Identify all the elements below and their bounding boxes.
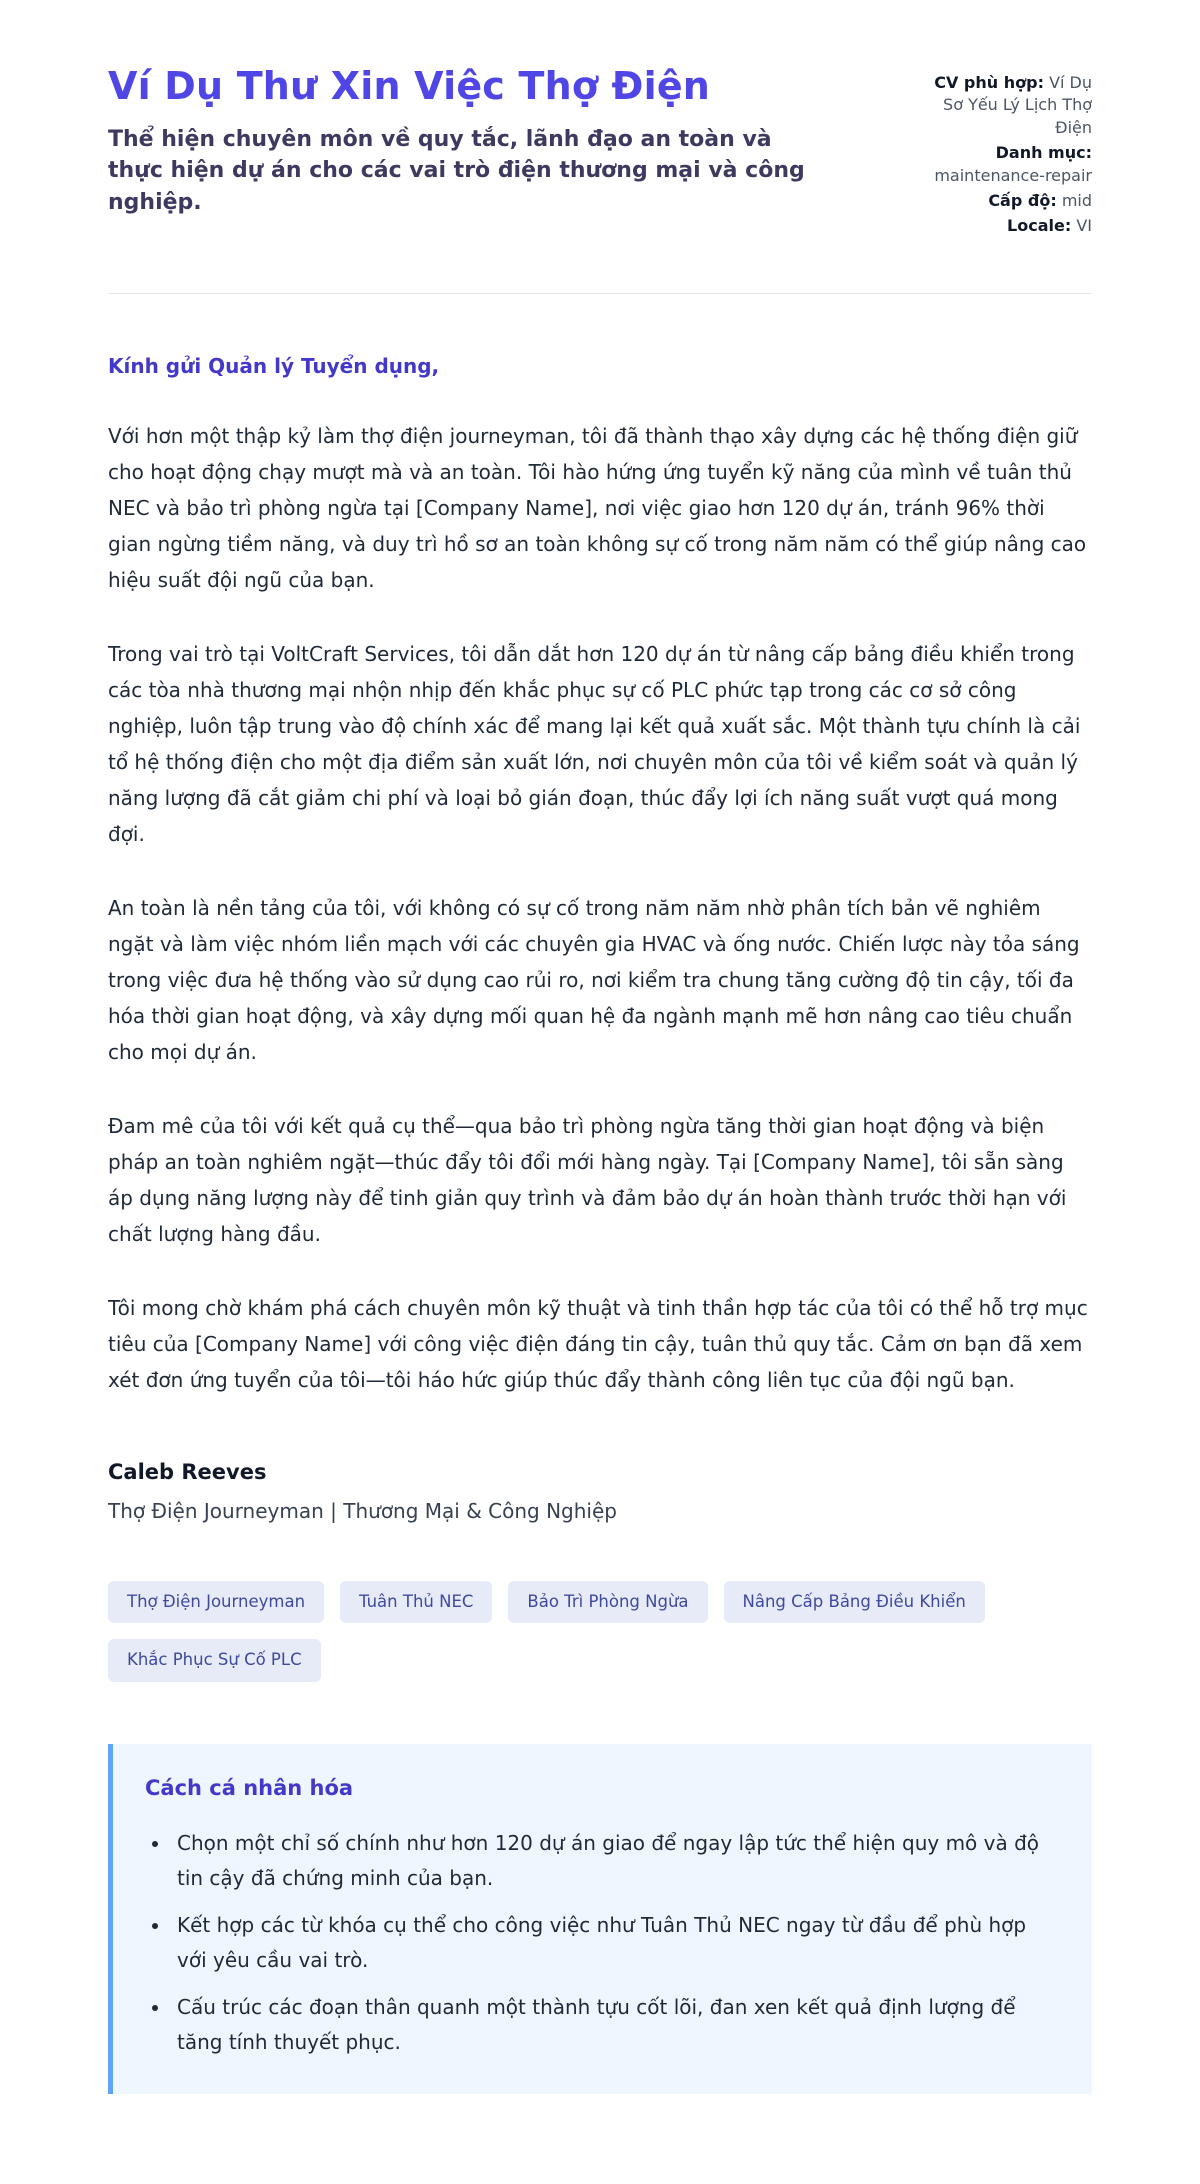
letter-paragraph: Trong vai trò tại VoltCraft Services, tôi dẫn dắt hơn 120 dự án từ nâng cấp bảng điều khiển trong các tòa nhà thương mại nhộn nhịp đến khắc phục sự cố PLC phức tạp trong các cơ sở công nghiệp, luôn tập trung vào độ chính xác để mang lại kết quả xuất sắc. Một thành tựu chính là cải tổ hệ thống điện cho một địa điểm sản xuất lớn, nơi chuyên môn của tôi về kiểm soát và quản lý năng lượng đã cắt giảm chi phí và loại bỏ gián đoạn, thúc đẩy lợi ích năng suất vượt quá mong đợi. — [108, 641, 1081, 846]
callout-tip: • Kết hợp các từ khóa cụ thể cho công việc như Tuân Thủ NEC ngay từ đầu để phù hợp với yêu cầu vai trò. — [171, 1908, 1056, 1978]
letter-paragraph: Với hơn một thập kỷ làm thợ điện journeyman, tôi đã thành thạo xây dựng các hệ thống điện giữ cho hoạt động chạy mượt mà và an toàn. Tôi hào hứng ứng tuyển kỹ năng của mình về tuân thủ NEC và bảo trì phòng ngừa tại [Company Name], nơi việc giao hơn 120 dự án, tránh 96% thời gian ngừng tiềm năng, và duy trì hồ sơ an toàn không sự cố trong năm năm có thể giúp nâng cao hiệu suất đội ngũ của bạn. — [108, 423, 1087, 592]
letter-paragraph: Tôi mong chờ khám phá cách chuyên môn kỹ thuật và tinh thần hợp tác của tôi có thể hỗ trợ mục tiêu của [Company Name] với công việc điện đáng tin cậy, tuân thủ quy tắc. Cảm ơn bạn đã xem xét đơn ứng tuyển của tôi—tôi háo hức giúp thúc đẩy thành công liên tục của đội ngũ bạn. — [108, 1295, 1088, 1392]
meta-label: Locale: — [1007, 216, 1072, 236]
tag-chip: Nâng Cấp Bảng Điều Khiển — [724, 1581, 985, 1624]
letter-paragraph: An toàn là nền tảng của tôi, với không có sự cố trong năm năm nhờ phân tích bản vẽ nghiêm ngặt và làm việc nhóm liền mạch với các chuyên gia HVAC và ống nước. Chiến lược này tỏa sáng trong việc đưa hệ thống vào sử dụng cao rủi ro, nơi kiểm tra chung tăng cường độ tin cậy, tối đa hóa thời gian hoạt động, và xây dựng mối quan hệ đa ngành mạnh mẽ hơn nâng cao tiêu chuẩn cho mọi dự án. — [108, 895, 1080, 1064]
signature-title: Thợ Điện Journeyman | Thương Mại & Công Nghiệp — [108, 1498, 617, 1523]
signature-name: Caleb Reeves — [108, 1459, 267, 1484]
cover-letter-body — [108, 354, 1092, 1523]
meta-value: mid — [1061, 190, 1092, 210]
callout-tip: • Chọn một chỉ số chính như hơn 120 dự án giao để ngay lập tức thể hiện quy mô và độ tin cậy đã chứng minh của bạn. — [171, 1826, 1056, 1896]
tag-chip: Thợ Điện Journeyman — [108, 1581, 324, 1624]
callout-title: Cách cá nhân hóa — [145, 1775, 354, 1800]
meta-panel — [914, 64, 1092, 241]
keyword-tags — [108, 1581, 1092, 1682]
meta-row-locale — [914, 215, 1092, 237]
tag-chip: Bảo Trì Phòng Ngừa — [508, 1581, 707, 1624]
tag-chip: Tuân Thủ NEC — [340, 1581, 492, 1624]
content-container — [108, 0, 1092, 2184]
meta-row-category — [914, 142, 1092, 187]
header-divider — [108, 293, 1092, 294]
signature-block — [108, 1460, 1092, 1523]
header — [108, 64, 1092, 241]
page-subtitle: Thể hiện chuyên môn về quy tắc, lãnh đạo an toàn và thực hiện dự án cho các vai trò điện thương mại và công nghiệp. — [108, 126, 805, 216]
meta-value: Ví Dụ Sơ Yếu Lý Lịch Thợ Điện — [943, 73, 1092, 137]
meta-label: CV phù hợp: — [934, 73, 1044, 92]
meta-label: Danh mục: — [995, 143, 1092, 163]
callout-tip: • Cấu trúc các đoạn thân quanh một thành tựu cốt lõi, đan xen kết quả định lượng để tăng tính thuyết phục. — [171, 1990, 1056, 2060]
meta-label: Cấp độ: — [988, 190, 1057, 210]
tag-chip: Khắc Phục Sự Cố PLC — [108, 1639, 321, 1682]
meta-row-level — [914, 190, 1092, 212]
meta-row-matching-resume — [914, 72, 1092, 139]
header-text-block — [108, 64, 813, 241]
meta-value: VI — [1076, 216, 1092, 236]
personalization-callout — [108, 1744, 1092, 2094]
letter-paragraph: Đam mê của tôi với kết quả cụ thể—qua bảo trì phòng ngừa tăng thời gian hoạt động và biện pháp an toàn nghiêm ngặt—thúc đẩy tôi đổi mới hàng ngày. Tại [Company Name], tôi sẵn sàng áp dụng năng lượng này để tinh giản quy trình và đảm bảo dự án hoàn thành trước thời hạn với chất lượng hàng đầu. — [108, 1113, 1067, 1246]
callout-tip-list — [145, 1826, 1056, 2060]
page-title: Ví Dụ Thư Xin Việc Thợ Điện — [108, 64, 711, 108]
meta-value: maintenance-repair — [934, 165, 1092, 185]
letter-greeting: Kính gửi Quản lý Tuyển dụng, — [108, 353, 440, 378]
